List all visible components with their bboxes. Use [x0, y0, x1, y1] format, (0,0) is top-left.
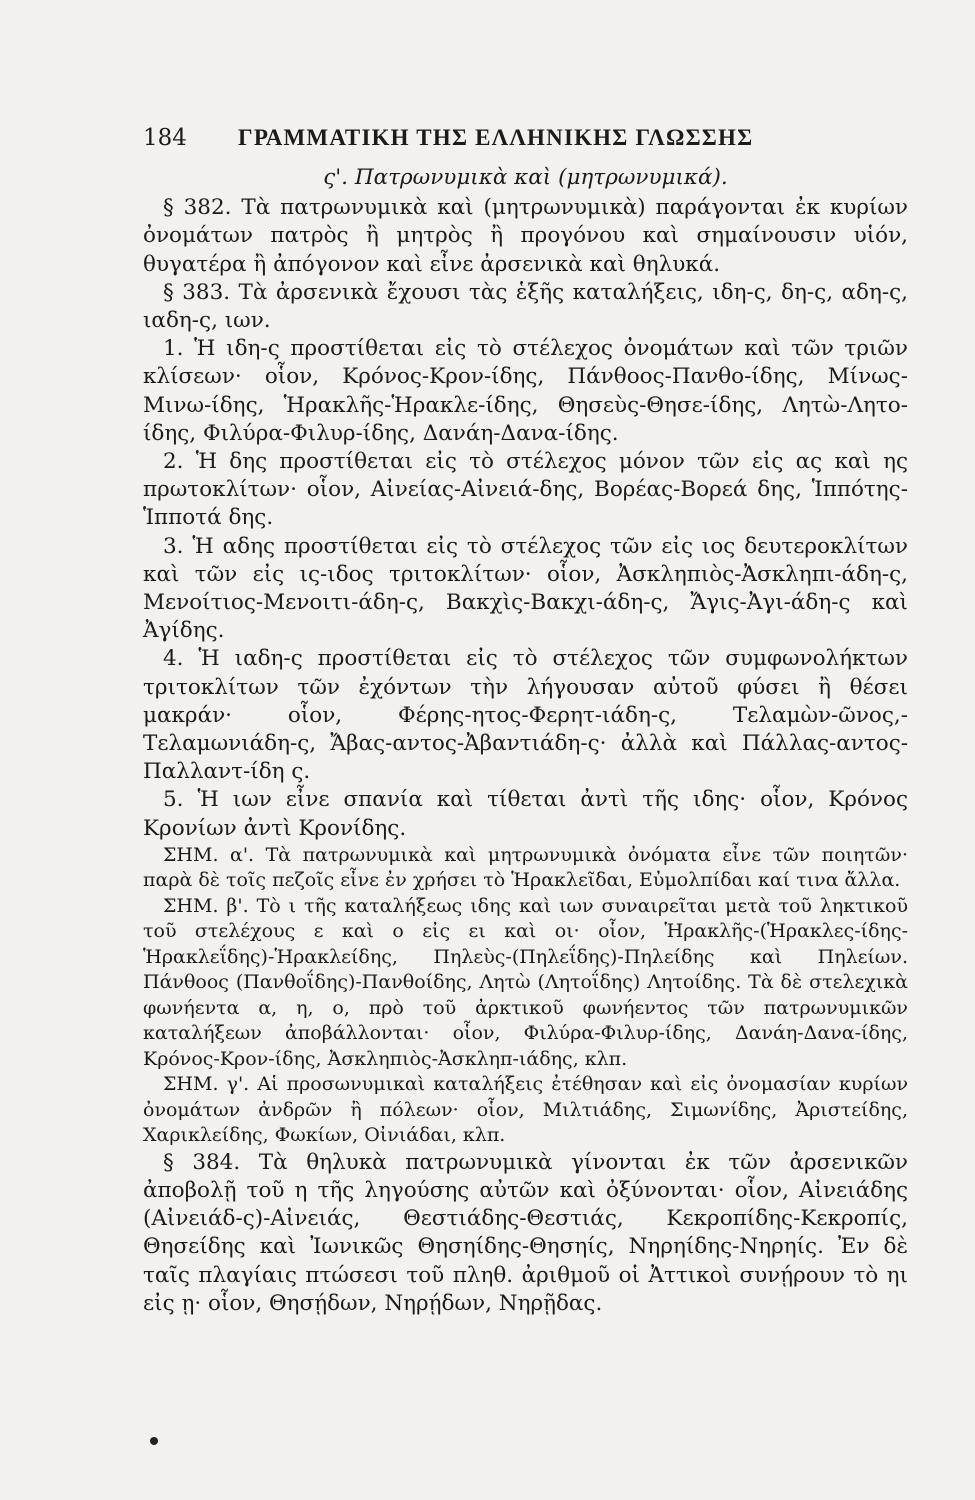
page-number: 184: [143, 125, 187, 151]
note-alpha: ΣΗΜ. α'. Τὰ πατρωνυμικὰ καὶ μητρωνυμικὰ ὀνόματα εἶνε τῶν ποιητῶν· παρὰ δὲ τοῖς πεζοῖς εἶνε ἐν χρήσει τὸ Ἡρακλεῖδαι, Εὐμολπίδαι καί τινα ἄλλα.: [143, 843, 908, 892]
page-header: [143, 124, 908, 164]
paragraph-item-2: 2. Ἡ δης προστίθεται εἰς τὸ στέλεχος μόνον τῶν εἰς ας καὶ ης πρωτοκλίτων· οἷον, Αἰνείας-Αἰνειά-δης, Βορέας-Βορεά δης, Ἱππότης-Ἱπποτά δης.: [143, 449, 908, 531]
ink-dot: [150, 1437, 158, 1445]
paragraph-383: § 383. Τὰ ἀρσενικὰ ἔχουσι τὰς ἑξῆς καταλήξεις, ιδη-ς, δη-ς, αδη-ς, ιαδη-ς, ιων.: [143, 279, 908, 334]
paragraph-item-1: 1. Ἡ ιδη-ς προστίθεται εἰς τὸ στέλεχος ὀνομάτων καὶ τῶν τριῶν κλίσεων· οἷον, Κρόνος-Κρον-ίδης, Πάνθοος-Πανθο-ίδης, Μίνως-Μινω-ίδης, Ἡρακλῆς-Ἡρακλε-ίδης, Θησεὺς-Θησε-ίδης, Λητὼ-Λητο-ίδης, Φιλύρα-Φιλυρ-ίδης, Δανάη-Δανα-ίδης.: [143, 336, 908, 446]
note-beta: ΣΗΜ. β'. Τὸ ι τῆς καταλήξεως ιδης καὶ ιων συναιρεῖται μετὰ τοῦ ληκτικοῦ τοῦ στελέχους ε καὶ ο εἰς ει καὶ οι· οἷον, Ἡρακλῆς-(Ἡρακλες-ίδης-Ἡρακλεΐδης)-Ἡρακλείδης, Πηλεὺς-(Πηλεΐδης)-Πηλείδης καὶ Πηλείων. Πάνθοος (Πανθοΐδης)-Πανθοίδης, Λητὼ (Λητοΐδης) Λητοίδης. Τὰ δὲ στελεχικὰ φωνήεντα α, η, ο, πρὸ τοῦ ἀρκτικοῦ φωνήεντος τῶν πατρωνυμικῶν καταλήξεων ἀποβάλλονται· οἷον, Φιλύρα-Φιλυρ-ίδης, Δανάη-Δανα-ίδης, Κρόνος-Κρον-ίδης, Ἀσκληπιὸς-Ἀσκληπ-ιάδης, κλπ.: [143, 894, 908, 1070]
paragraph-item-3: 3. Ἡ αδης προστίθεται εἰς τὸ στέλεχος τῶν εἰς ιος δευτεροκλίτων καὶ τῶν εἰς ις-ιδος τριτοκλίτων· οἷον, Ἀσκληπιὸς-Ἀσκληπι-άδη-ς, Μενοίτιος-Μενοιτι-άδη-ς, Βακχὶς-Βακχι-άδη-ς, Ἄγις-Ἀγι-άδη-ς καὶ Ἀγίδης.: [143, 533, 908, 644]
paragraph-384: § 384. Τὰ θηλυκὰ πατρωνυμικὰ γίνονται ἐκ τῶν ἀρσενικῶν ἀποβολῇ τοῦ η τῆς ληγούσης αὐτῶν καὶ ὀξύνονται· οἷον, Αἰνειάδης (Αἰνειάδ-ς)-Αἰνειάς, Θεστιάδης-Θεστιάς, Κεκροπίδης-Κεκροπίς, Θησείδης καὶ Ἰωνικῶς Θησηίδης-Θησηίς, Νηρηίδης-Νηρηίς. Ἐν δὲ ταῖς πλαγίαις πτώσεσι τοῦ πληθ. ἀριθμοῦ οἱ Ἀττικοὶ συνῄρουν τὸ ηι εἰς ῃ· οἷον, Θησῄδων, Νηρῄδων, Νηρῇδας.: [143, 1149, 908, 1316]
notes-block: [143, 843, 908, 1149]
section-heading: ς'. Πατρωνυμικὰ καὶ (μητρωνυμικά).: [323, 165, 728, 190]
paragraph-item-5: 5. Ἡ ιων εἶνε σπανία καὶ τίθεται ἀντὶ τῆς ιδης· οἷον, Κρόνος Κρονίων ἀντὶ Κρονίδης.: [143, 787, 908, 841]
note-gamma: ΣΗΜ. γ'. Αἱ προσωνυμικαὶ καταλήξεις ἐτέθησαν καὶ εἰς ὀνομασίαν κυρίων ὀνομάτων ἀνδρῶν ἢ πόλεων· οἷον, Μιλτιάδης, Σιμωνίδης, Ἀριστείδης, Χαρικλείδης, Φωκίων, Οἰνιάδαι, κλπ.: [143, 1073, 908, 1147]
running-title: ΓΡΑΜΜΑΤΙΚΗ ΤΗΣ ΕΛΛΗΝΙΚΗΣ ΓΛΩΣΣΗΣ: [238, 125, 754, 150]
paragraph-item-4: 4. Ἡ ιαδη-ς προστίθεται εἰς τὸ στέλεχος τῶν συμφωνολήκτων τριτοκλίτων τῶν ἐχόντων τὴν λήγουσαν αὐτοῦ φύσει ἢ θέσει μακράν· οἷον, Φέρης-ητος-Φερητ-ιάδη-ς, Τελαμὼν-ῶνος,-Τελαμωνιάδη-ς, Ἄβας-αντος-Ἀβαντιάδη-ς· ἀλλὰ καὶ Πάλλας-αντος-Παλλαντ-ίδη ς.: [143, 646, 908, 785]
paragraph-382: § 382. Τὰ πατρωνυμικὰ καὶ (μητρωνυμικὰ) παράγονται ἐκ κυρίων ὀνομάτων πατρὸς ἢ μητρὸς ἢ προγόνου καὶ σημαίνουσιν υἱόν, θυγατέρα ἢ ἀπόγονον καὶ εἶνε ἀρσενικὰ καὶ θηλυκά.: [143, 195, 908, 277]
book-page: [143, 124, 908, 1318]
